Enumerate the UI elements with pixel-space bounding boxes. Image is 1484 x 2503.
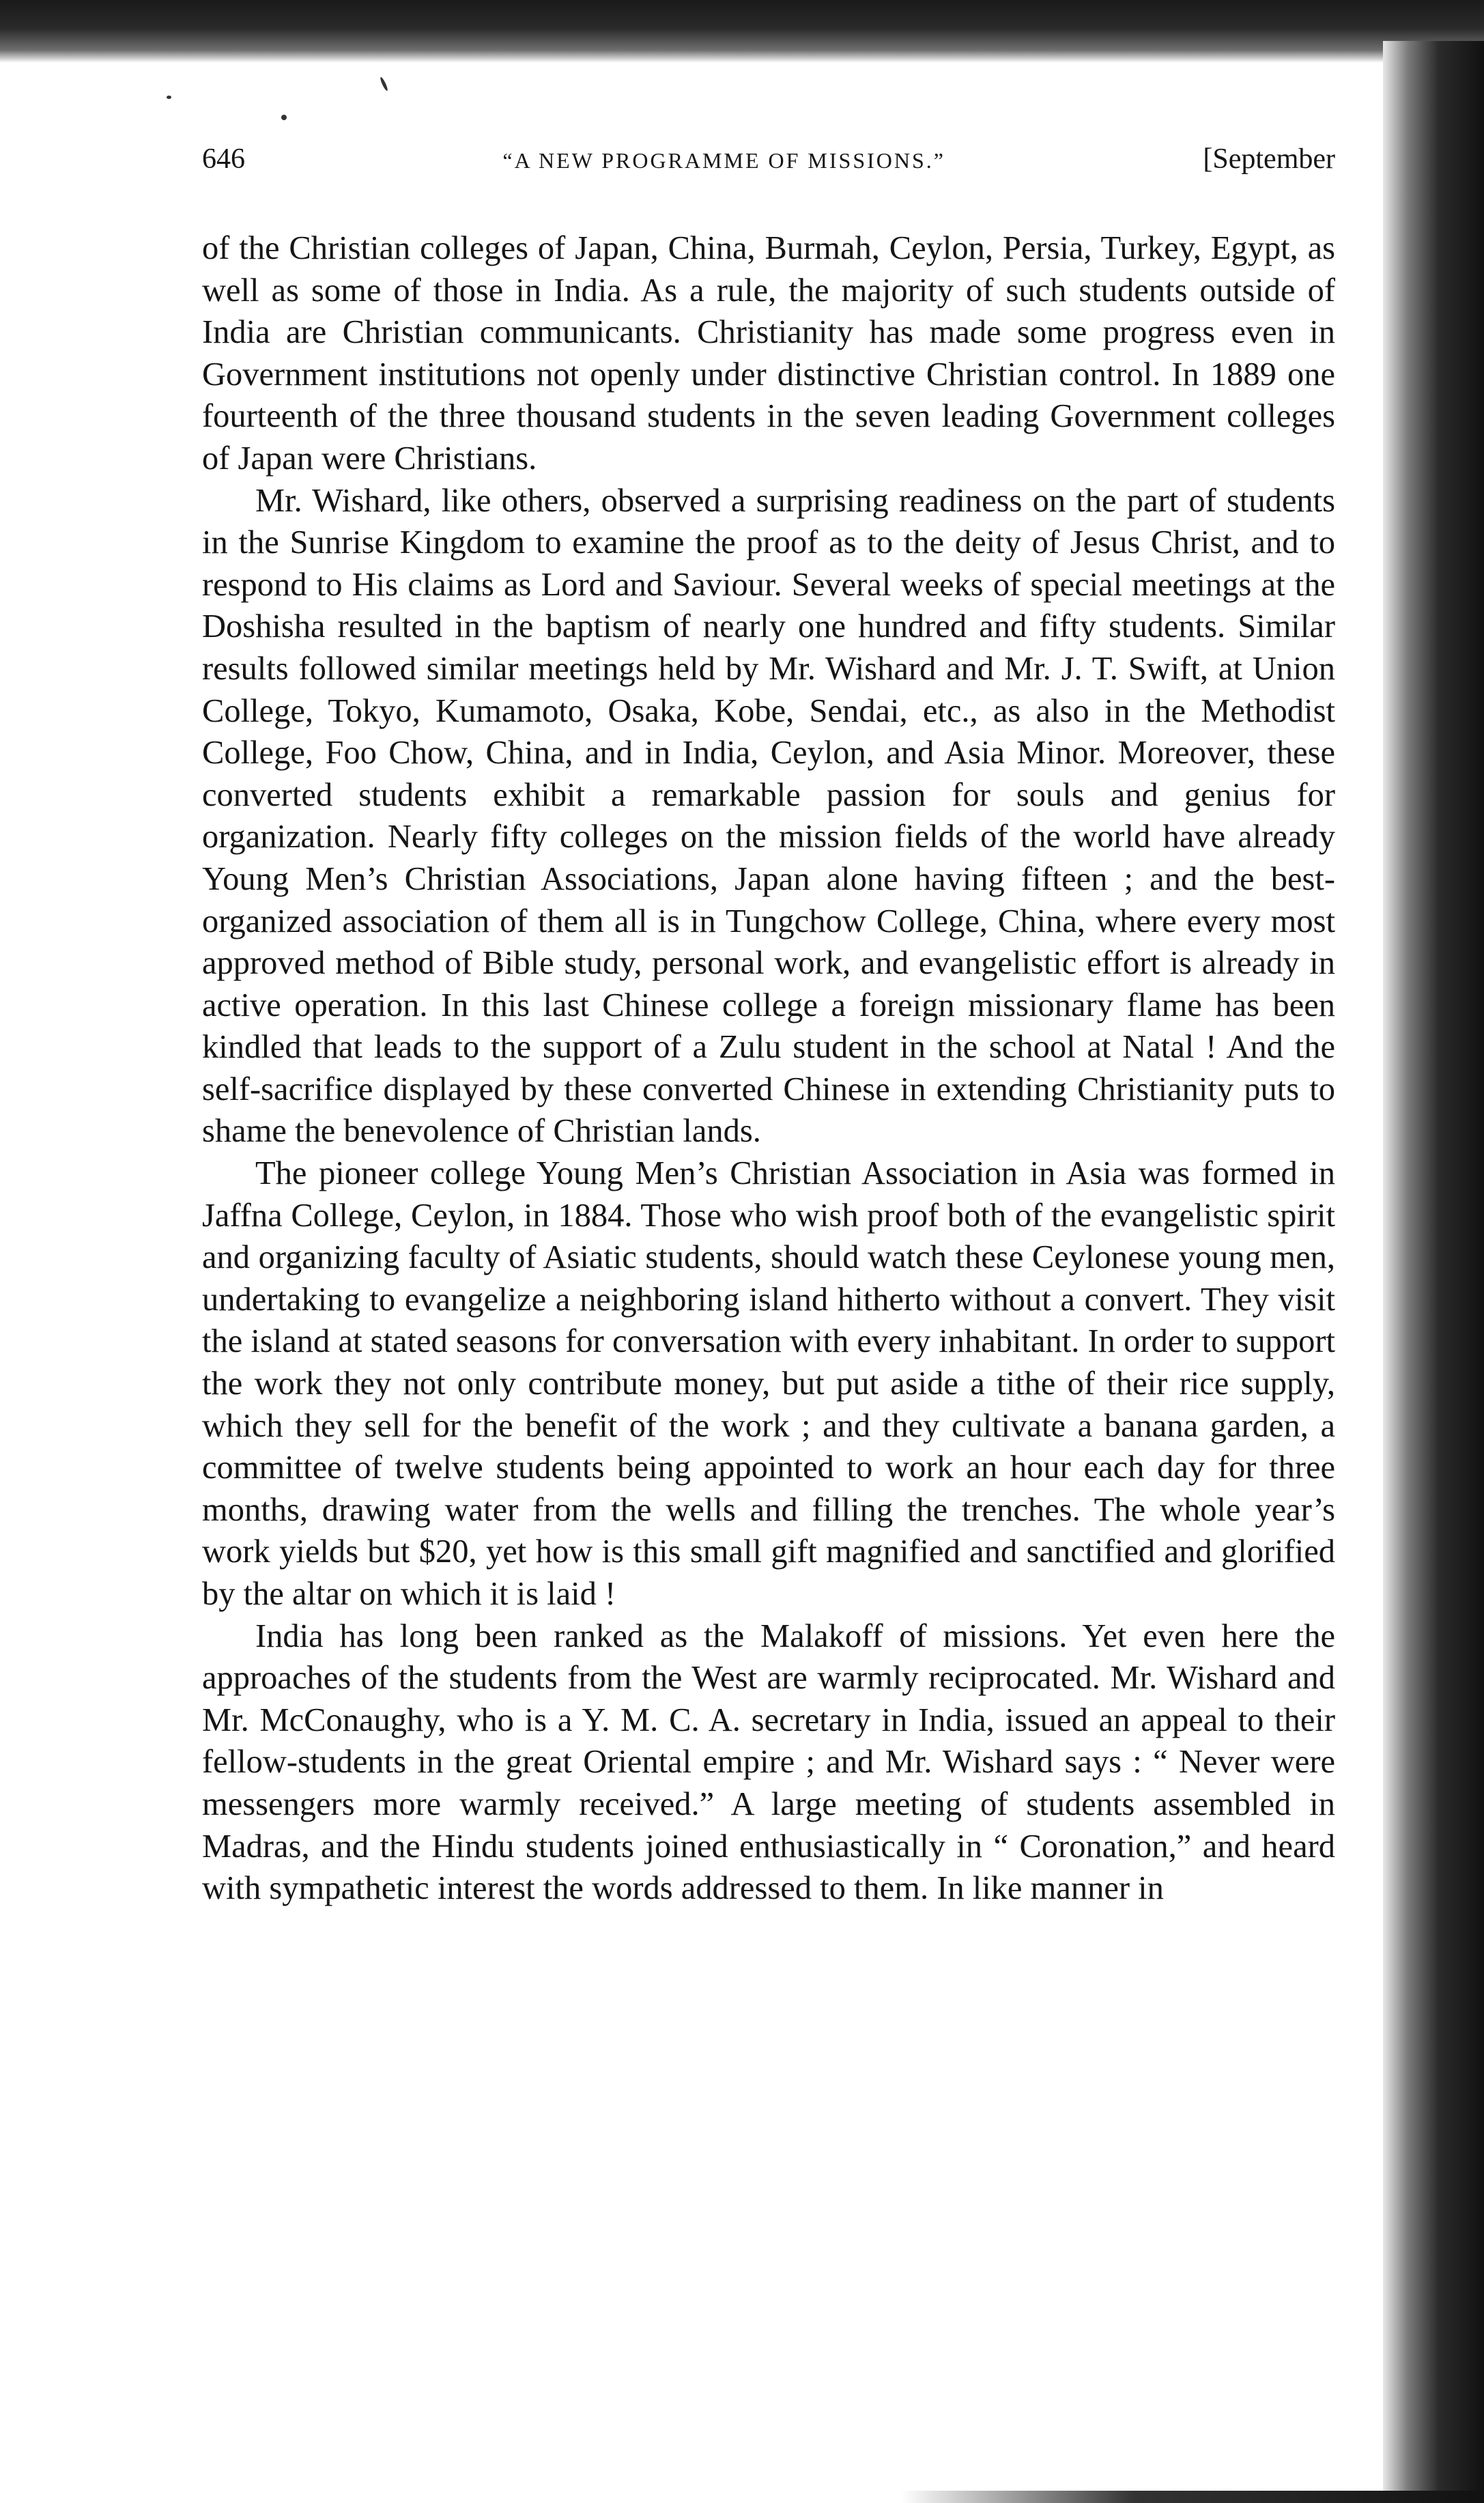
scan-right-edge [1383, 41, 1484, 2503]
running-title: “A NEW PROGRAMME OF MISSIONS.” [502, 148, 945, 173]
paragraph-india: India has long been ranked as the Malakoff of missions. Yet even here the approaches of the students from the West are warmly reciprocated. Mr. Wishard and Mr. McConaughy, who is a Y. M. C. A. secretary in India, issued an appeal to their fellow-students in the great Oriental empire ; and Mr. Wishard says : “ Never were messengers more warmly received.” A large meeting of students assembled in Madras, and the Hindu students joined enthusiastically in “ Coronation,” and heard with sympathetic interest the words addressed to them. In like manner in [202, 1617, 1335, 1907]
scan-bottom-edge [901, 2491, 1484, 2503]
running-head [202, 140, 1335, 180]
scan-top-edge [0, 0, 1484, 63]
paragraph-continued: of the Christian colleges of Japan, China, Burmah, Ceylon, Persia, Turkey, Egypt, as well as some of those in India. As a rule, the majority of such students outside of India are Christian communicants. Christianity has made some progress even in Government institutions not openly under distinctive Christian control. In 1889 one fourteenth of the three thousand students in the seven leading Government colleges of Japan were Christians. [202, 230, 1335, 477]
running-month: [September [1203, 143, 1335, 175]
scan-speck [380, 76, 389, 91]
scan-speck [167, 96, 171, 99]
paragraph-jaffna-college: The pioneer college Young Men’s Christian Association in Asia was formed in Jaffna College, Ceylon, in 1884. Those who wish proof both of the evangelistic spirit and organizing faculty of Asiatic students, should watch these Ceylonese young men, undertaking to evangelize a neighboring island hitherto without a convert. They visit the island at stated seasons for conversation with every inhabitant. In order to support the work they not only contribute money, but put aside a tithe of their rice supply, which they sell for the benefit of the work ; and they cultivate a banana garden, a committee of twelve students being appointed to work an hour each day for three months, drawing water from the wells and filling the trenches. The whole year’s work yields but $20, yet how is this small gift magnified and sanctified and glorified by the altar on which it is laid ! [202, 1155, 1335, 1612]
scan-speck [281, 115, 287, 120]
paragraph-wishard-japan: Mr. Wishard, like others, observed a surprising readiness on the part of students in the Sunrise Kingdom to examine the proof as to the deity of Jesus Christ, and to respond to His claims as Lord and Saviour. Several weeks of special meetings at the Doshisha resulted in the baptism of nearly one hundred and fifty students. Similar results followed similar meetings held by Mr. Wishard and Mr. J. T. Swift, at Union College, Tokyo, Kumamoto, Osaka, Kobe, Sendai, etc., as also in the Methodist College, Foo Chow, China, and in India, Ceylon, and Asia Minor. Moreover, these converted students exhibit a remarkable passion for souls and genius for organization. Nearly fifty colleges on the mission fields of the world have already Young Men’s Christian Associations, Japan alone having fifteen ; and the best-organized association of them all is in Tungchow College, China, where every most approved method of Bible study, personal work, and evangelistic effort is already in active operation. In this last Chinese college a foreign missionary flame has been kindled that leads to the support of a Zulu student in the school at Natal ! And the self-sacrifice displayed by these converted Chinese in extending Christianity puts to shame the benevolence of Christian lands. [202, 482, 1335, 1150]
page-number: 646 [202, 143, 245, 175]
book-page [202, 140, 1335, 1910]
body-text [202, 227, 1335, 1910]
